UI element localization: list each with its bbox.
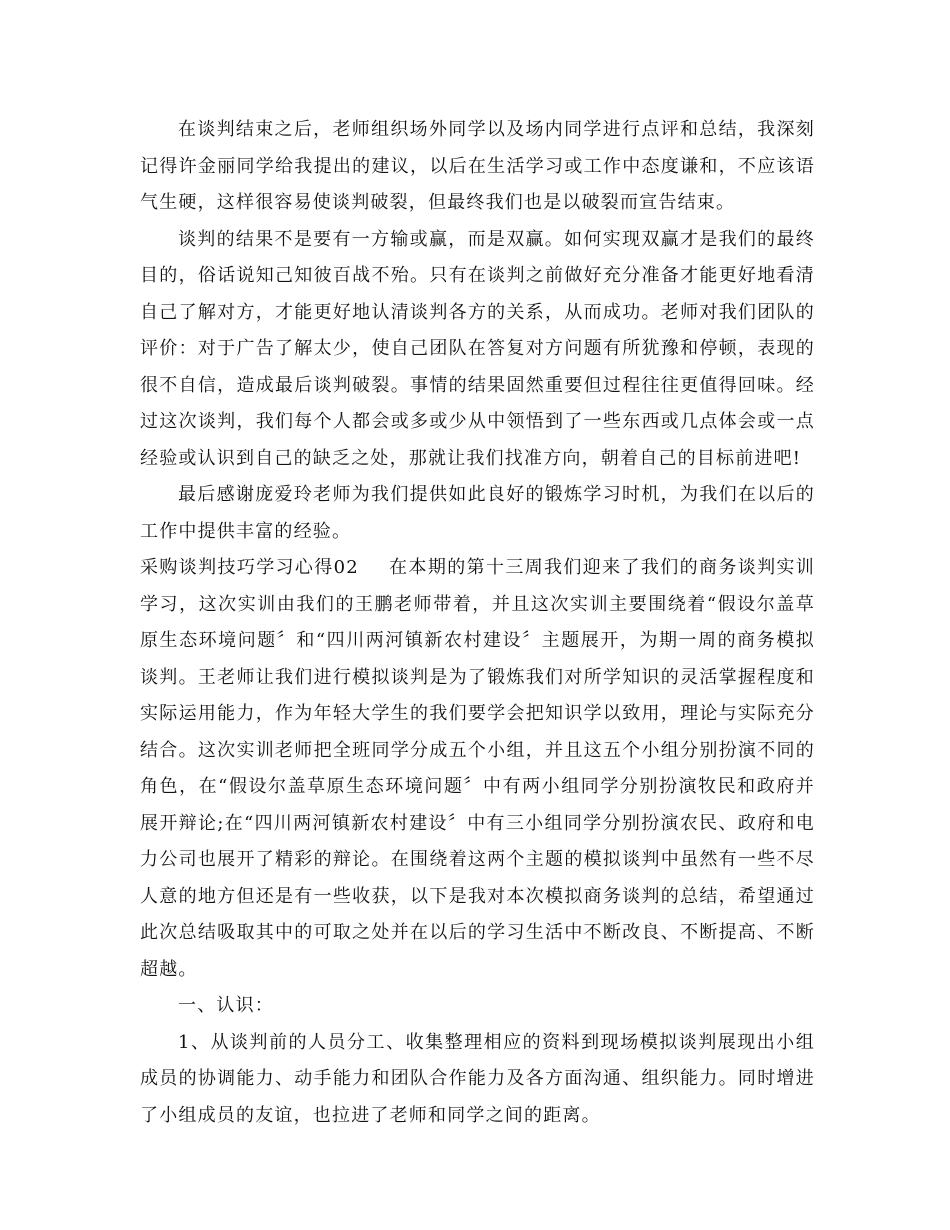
- paragraph-point-1: 1、从谈判前的人员分工、收集整理相应的资料到现场模拟谈判展现出小组成员的协调能力、动手能力和团队合作能力及各方面沟通、组织能力。同时增进了小组成员的友谊，也拉进了老师和同学之间的距离。: [140, 1031, 815, 1126]
- subheading-understanding: 一、认识：: [178, 995, 274, 1016]
- paragraph-evaluation: 在谈判结束之后，老师组织场外同学以及场内同学进行点评和总结，我深刻记得许金丽同学给我提出的建议，以后在生活学习或工作中态度谦和，不应该语气生硬，这样很容易使谈判破裂，但最终我们也是以破裂而宣告结束。: [140, 119, 815, 213]
- section-body: 在本期的第十三周我们迎来了我们的商务谈判实训学习，这次实训由我们的王鹏老师带着，并且这次实训主要围绕着“假设尔盖草原生态环境问题〞和“四川两河镇新农村建设〞主题展开，为期一周的商务模拟谈判。王老师让我们进行模拟谈判是为了锻炼我们对所学知识的灵活掌握程度和实际运用能力，作为年轻大学生的我们要学会把知识学以致用，理论与实际充分结合。这次实训老师把全班同学分成五个小组，并且这五个小组分别扮演不同的角色，在“假设尔盖草原生态环境问题〞中有两小组同学分别扮演牧民和政府并展开辩论;在“四川两河镇新农村建设〞中有三小组同学分别扮演农民、政府和电力公司也展开了精彩的辩论。在围绕着这两个主题的模拟谈判中虽然有一些不尽人意的地方但还是有一些收获，以下是我对本次模拟商务谈判的总结，希望通过此次总结吸取其中的可取之处并在以后的学习生活中不断改良、不断提高、不断超越。: [140, 557, 815, 980]
- section-title: 采购谈判技巧学习心得02: [140, 557, 359, 578]
- paragraph-win-win: 谈判的结果不是要有一方输或赢，而是双赢。如何实现双赢才是我们的最终目的，俗话说知己知彼百战不殆。只有在谈判之前做好充分准备才能更好地看清自己了解对方，才能更好地认清谈判各方的关系，从而成功。老师对我们团队的评价：对于广告了解太少，使自己团队在答复对方问题有所犹豫和停顿，表现的很不自信，造成最后谈判破裂。事情的结果固然重要但过程往往更值得回味。经过这次谈判，我们每个人都会或多或少从中领悟到了一些东西或几点体会或一点经验或认识到自己的缺乏之处，那就让我们找准方向，朝着自己的目标前进吧!: [140, 228, 815, 469]
- document-body: [140, 112, 815, 1134]
- paragraph-thanks: 最后感谢庞爱玲老师为我们提供如此良好的锻炼学习时机，为我们在以后的工作中提供丰富的经验。: [140, 484, 815, 542]
- section-paragraph: [140, 550, 815, 988]
